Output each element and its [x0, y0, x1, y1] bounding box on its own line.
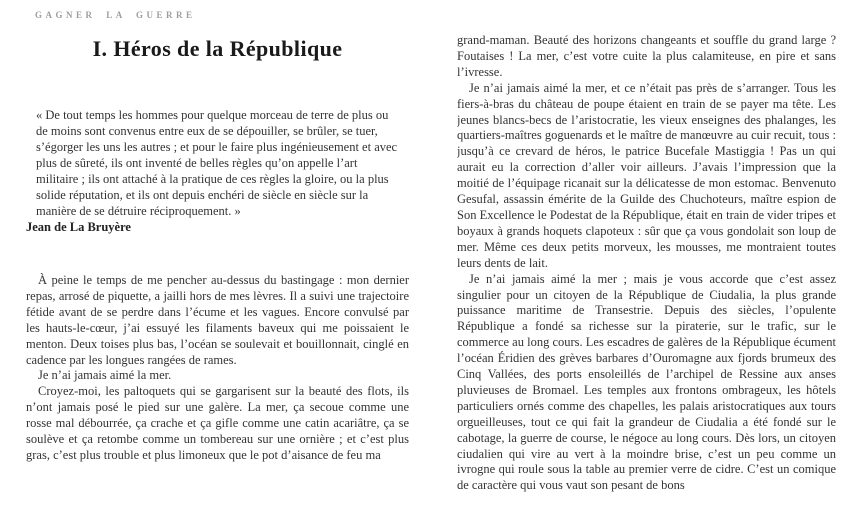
paragraph: À peine le temps de me pencher au-dessus du bastingage : mon dernier repas, arrosé de piquette, a jailli hors de mes lèvres. Il a suivi une trajectoire fétide avant de se perdre dans l’écume et les vagues. Encore convulsé par les hauts-le-cœur, j’ai essuyé les filaments baveux qui me poissaient le menton. Deux toises plus bas, l’océan se soulevait et bouillonnait, cinglé en cadence par les longues rangées de rames.: [26, 273, 409, 367]
paragraph: grand-maman. Beauté des horizons changeants et souffle du grand large ? Foutaises ! La mer, c’est votre cuite la plus calamiteuse, en pire et sans l’ivresse.: [457, 33, 836, 79]
chapter-title: I. Héros de la République: [92, 36, 343, 61]
paragraph: Je n’ai jamais aimé la mer.: [38, 368, 172, 383]
epigraph-attribution: Jean de La Bruyère: [26, 220, 131, 234]
epigraph-quote: « De tout temps les hommes pour quelque morceau de terre de plus ou de moins sont convenus entre eux de se dépouiller, se brûler, se tuer, s’égorger les uns les autres ; et pour le faire plus ingénieusement et avec plus de sûreté, ils ont inventé de belles règles qu’on appelle l’art militaire ; ils ont attaché à la pratique de ces règles la gloire, ou la plus solide réputation, et ils ont depuis enchéri de siècle en siècle sur la manière de se détruire réciproquement. »: [36, 108, 398, 218]
paragraph: Croyez-moi, les paltoquets qui se gargarisent sur la beauté des flots, ils n’ont jamais posé le pied sur une galère. La mer, ça secoue comme une rosse mal débourrée, ça crache et ça gifle comme une catin acariâtre, ça se soulève et ça retombe comme un tombereau sur une ornière ; et c’est plus gras, c’est plus trouble et plus limoneux que le pot d’aisance de feu ma: [26, 384, 409, 462]
left-page-column: [26, 0, 409, 512]
left-column-text: [26, 273, 409, 464]
paragraph: Je n’ai jamais aimé la mer ; mais je vous accorde que c’est assez singulier pour un citoyen de la République de Ciudalia, la plus grande puissance maritime de Transestrie. Depuis des siècles, l’opulente République a fondé sa richesse sur la piraterie, sur le trafic, sur le commerce au long cours. Les escadres de galères de la République écument l’océan Éridien des grèves barbares d’Ouromagne aux fjords brumeux des Cinq Vallées, des ports ensoleillés de l’archipel de Ressine aux anses pluvieuses de Bromael. Les temples aux frontons ombrageux, les hôtels particuliers ornés comme des chapelles, les palais aristocratiques aux tours orgueilleuses, tout ce qui fait la grandeur de Ciudalia a été fondé sur le cabotage, la guerre de course, le négoce au long cours. Dès lors, un citoyen ciudalien qui vire au vert à la moindre brise, c’est un peu comme un ivrogne qui roule sous la table au premier verre de cidre. C’est un comique de caractère qui vous vaut son pesant de bons: [457, 271, 836, 493]
running-header: GAGNER LA GUERRE: [35, 10, 196, 20]
paragraph: Je n’ai jamais aimé la mer, et ce n’était pas près de s’arranger. Tous les fiers-à-bras du château de poupe étaient en train de se payer ma tête. Les jeunes blancs-becs de l’aristocratie, les vieux enseignes des phalanges, les quartiers-maîtres goguenards et le maître de manœuvre au cuir recuit, tous : jusqu’à ce crevard de héros, le patrice Bucefale Mastiggia ! Pas un qui aurait eu la correction d’aller voir ailleurs. J’avais l’impression que la moitié de l’équipage ricanait sur la délicatesse de mon estomac. Benvenuto Gesufal, assassin émérite de la Guilde des Chuchoteurs, maître espion de Son Excellence le Podestat de la République, était en train de vider tripes et boyaux à grands hoquets clapoteux : sûr que ça vous gondolait son loup de mer. Même ces deux petits morveux, les mousses, me montraient toutes leurs dents de lait.: [457, 80, 836, 270]
right-page-column: [457, 33, 836, 512]
